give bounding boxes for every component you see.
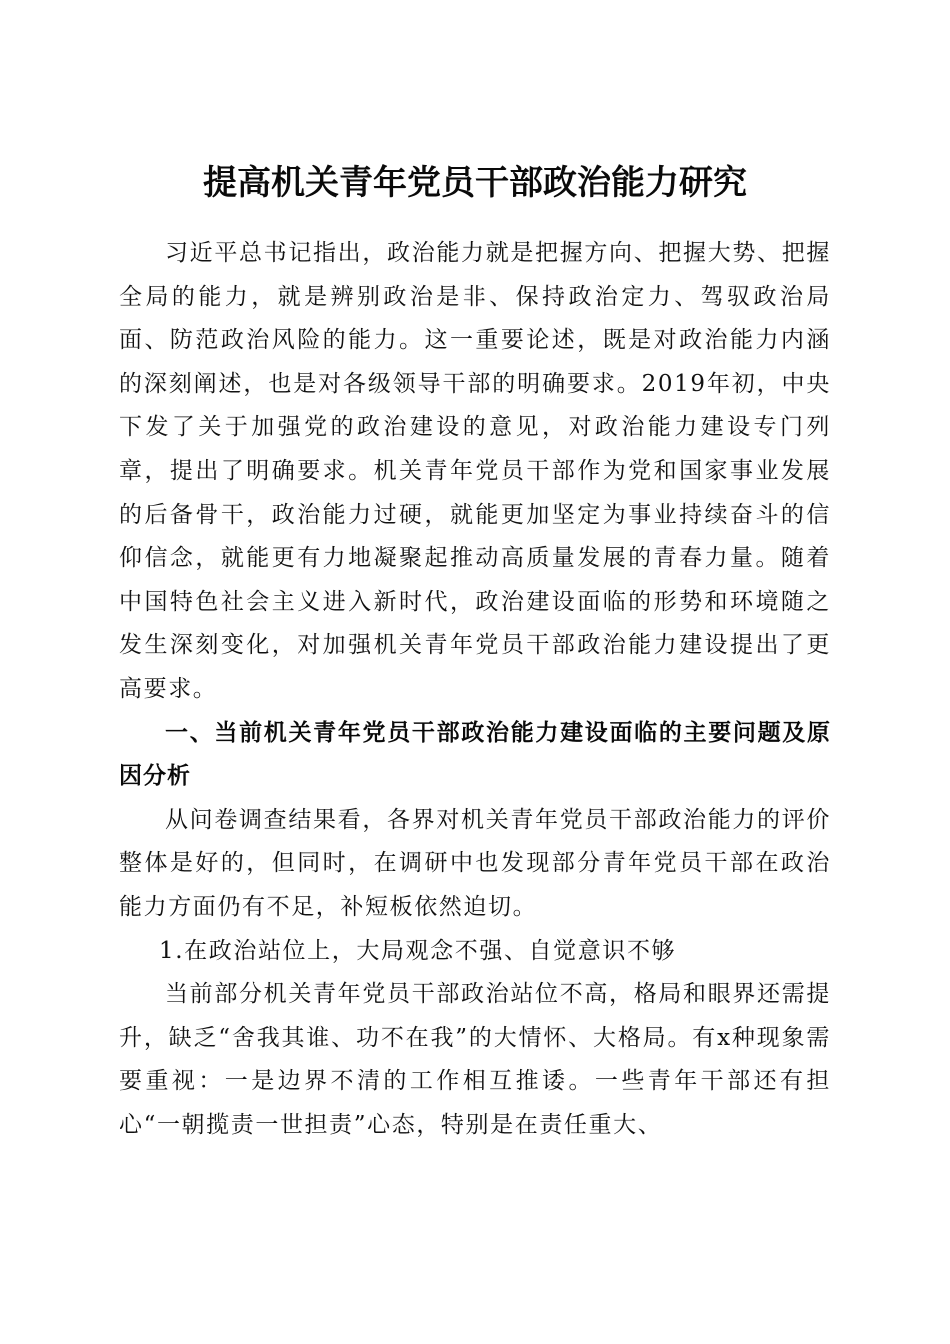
- intro-paragraph: 习近平总书记指出，政治能力就是把握方向、把握大势、把握全局的能力，就是辨别政治是非、保持政治定力、驾驭政治局面、防范政治风险的能力。这一重要论述，既是对政治能力内涵的深刻阐述，也是对各级领导干部的明确要求。2019年初，中央下发了关于加强党的政治建设的意见，对政治能力建设专门列章，提出了明确要求。机关青年党员干部作为党和国家事业发展的后备骨干，政治能力过硬，就能更加坚定为事业持续奋斗的信仰信念，就能更有力地凝聚起推动高质量发展的青春力量。随着中国特色社会主义进入新时代，政治建设面临的形势和环境随之发生深刻变化，对加强机关青年党员干部政治能力建设提出了更高要求。: [119, 240, 831, 702]
- document-body: [119, 232, 831, 1147]
- subsection-1-paragraph: 当前部分机关青年党员干部政治站位不高，格局和眼界还需提升，缺乏“舍我其谁、功不在我”的大情怀、大格局。有x种现象需要重视：一是边界不清的工作相互推诿。一些青年干部还有担心“一朝揽责一世担责”心态，特别是在责任重大、: [119, 981, 831, 1138]
- subsection-1-heading: 1.在政治站位上，大局观念不强、自觉意识不够: [159, 937, 677, 964]
- section-1-paragraph: 从问卷调查结果看，各界对机关青年党员干部政治能力的评价整体是好的，但同时，在调研中也发现部分青年党员干部在政治能力方面仍有不足，补短板依然迫切。: [119, 806, 831, 920]
- document-title: 提高机关青年党员干部政治能力研究: [203, 162, 747, 203]
- section-1-heading: 一、当前机关青年党员干部政治能力建设面临的主要问题及原因分析: [119, 719, 831, 790]
